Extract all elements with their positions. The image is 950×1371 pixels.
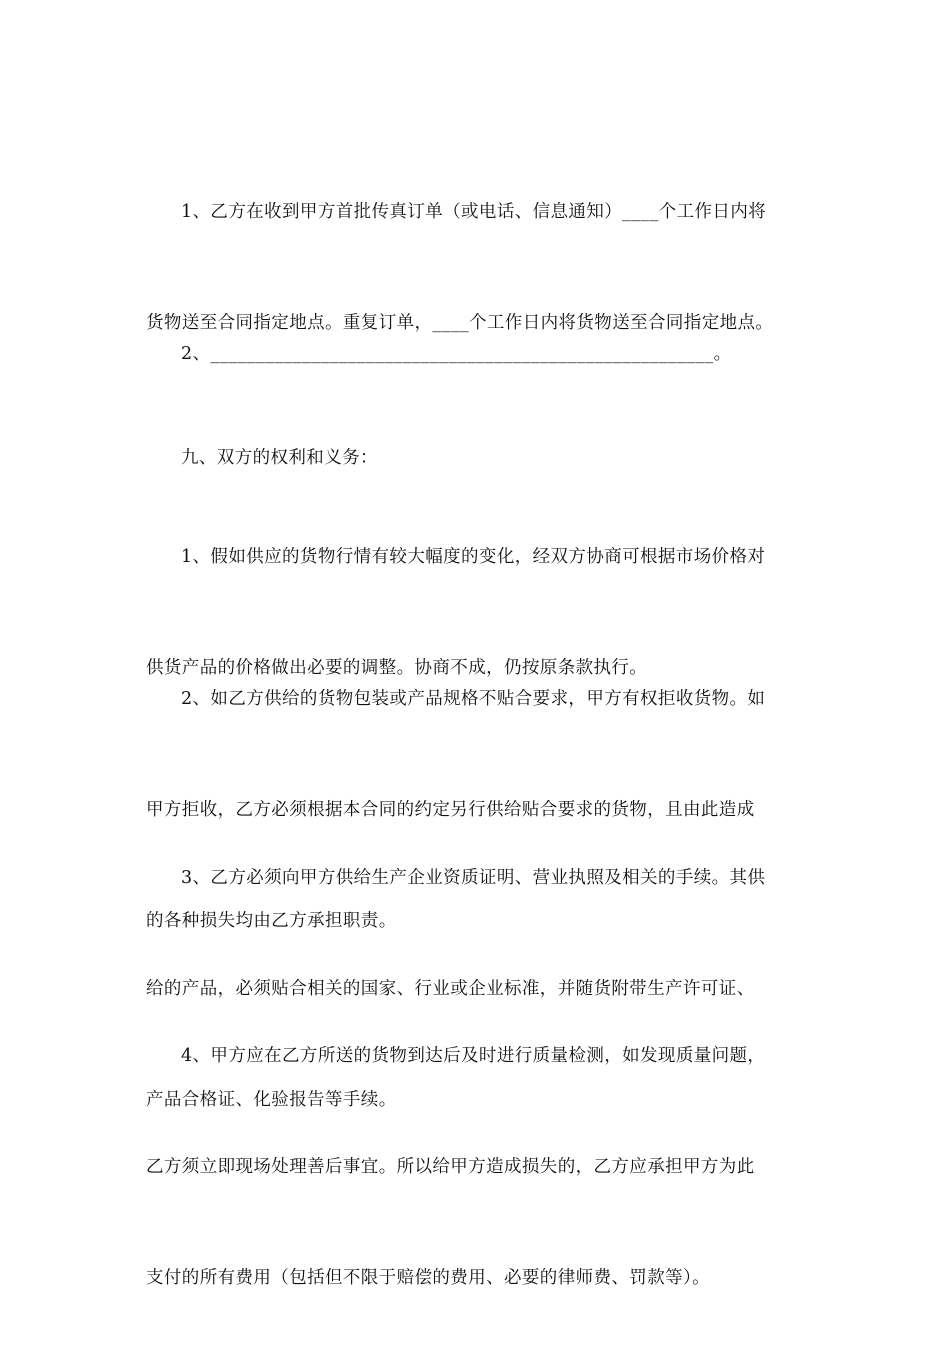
text-line: 1、假如供应的货物行情有较大幅度的变化，经双方协商可根据市场价格对 — [181, 547, 766, 567]
text-line: 4、甲方应在乙方所送的货物到达后及时进行质量检测，如发现质量问题， — [181, 1046, 766, 1066]
text-line: 货物送至合同指定地点。重复订单，____个工作日内将货物送至合同指定地点。 — [146, 313, 774, 333]
text-line: 2、如乙方供给的货物包装或产品规格不贴合要求，甲方有权拒收货物。如 — [181, 689, 766, 709]
text-line: 2、_______________________________________________________。 — [181, 344, 732, 364]
text-line: 乙方须立即现场处理善后事宜。所以给甲方造成损失的，乙方应承担甲方为此 — [146, 1157, 755, 1177]
text-line: 3、乙方必须向甲方供给生产企业资质证明、营业执照及相关的手续。其供 — [181, 868, 766, 888]
text-line: 1、乙方在收到甲方首批传真订单（或电话、信息通知）____个工作日内将 — [181, 202, 767, 222]
paragraph-quality-inspection — [146, 964, 806, 1371]
text-line: 甲方拒收，乙方必须根据本合同的约定另行供给贴合要求的货物，且由此造成 — [146, 800, 755, 820]
heading-text: 九、双方的权利和义务： — [181, 448, 378, 468]
text-line: 供货产品的价格做出必要的调整。协商不成，仍按原条款执行。 — [146, 658, 648, 678]
text-line: 产品合格证、化验报告等手续。 — [146, 1090, 397, 1110]
text-line: 的各种损失均由乙方承担职责。 — [146, 911, 397, 931]
text-line: 支付的所有费用（包括但不限于赔偿的费用、必要的律师费、罚款等）。 — [146, 1268, 711, 1288]
text-line: 给的产品，必须贴合相关的国家、行业或企业标准，并随货附带生产许可证、 — [146, 979, 755, 999]
